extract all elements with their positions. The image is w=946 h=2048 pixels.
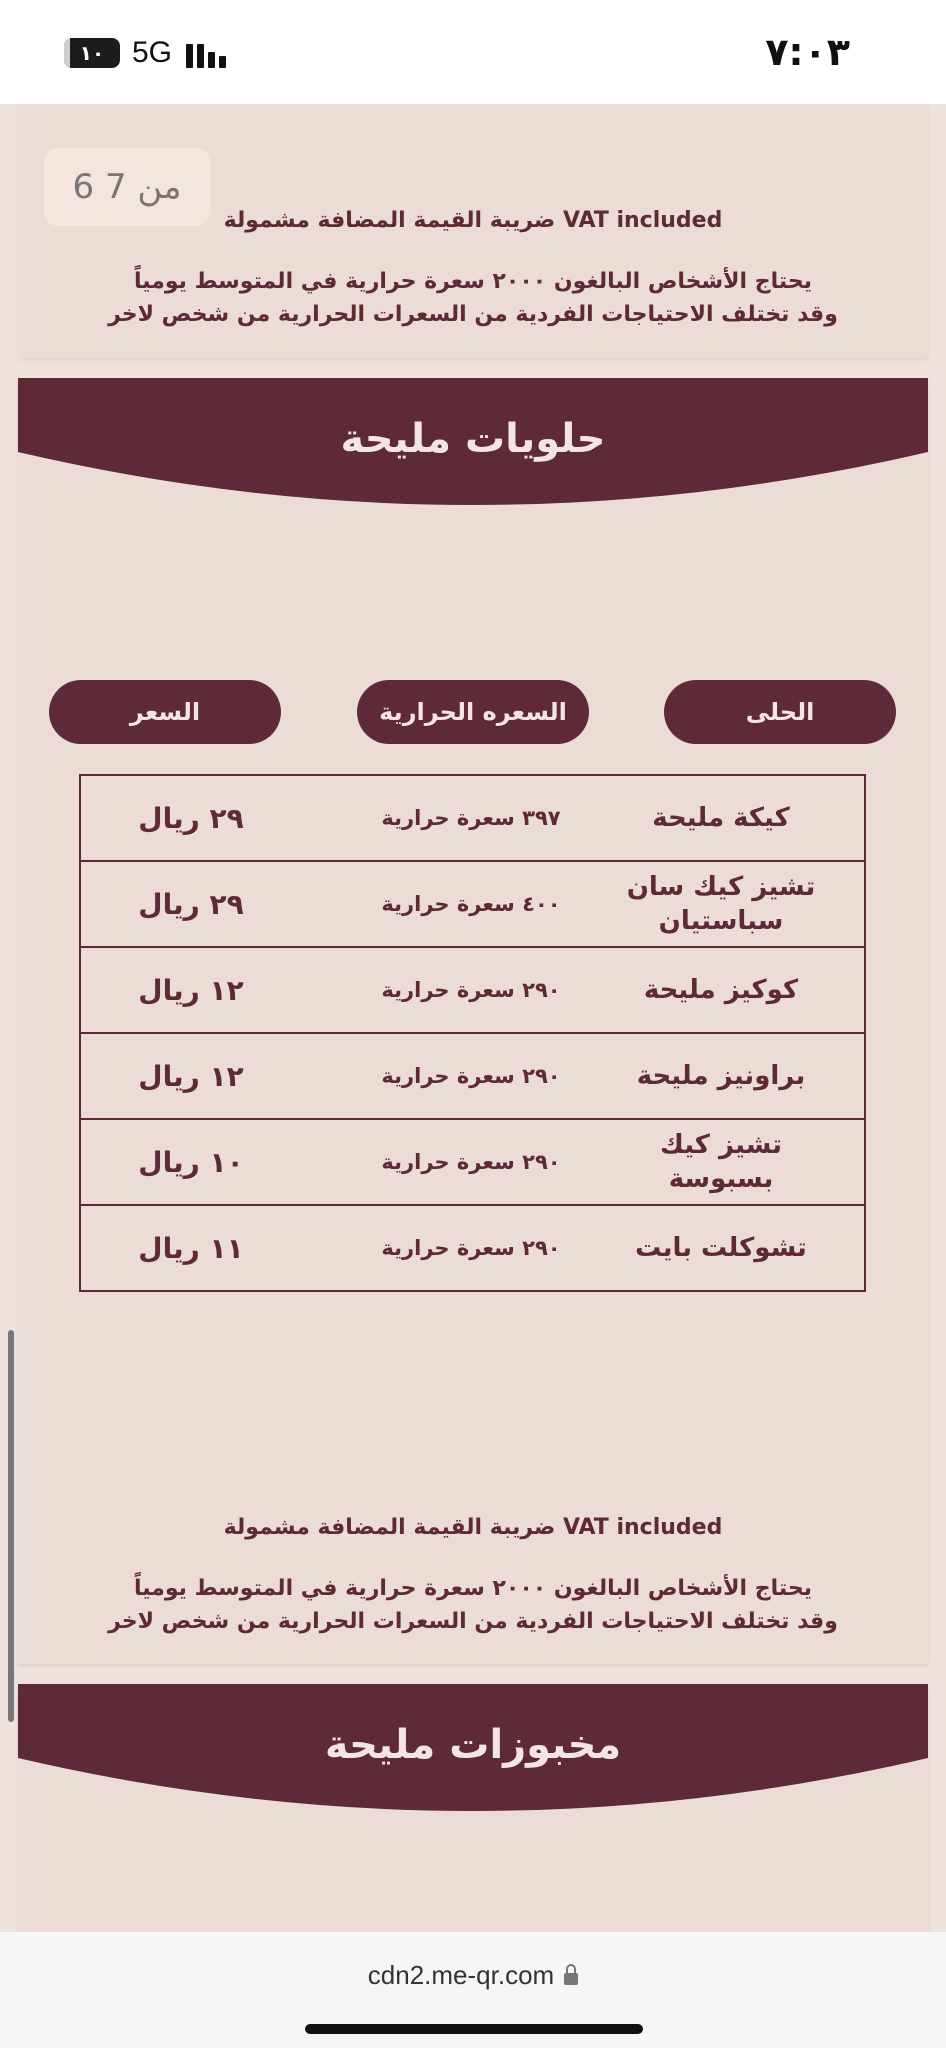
item-calories: ٢٩٠ سعرة حرارية (381, 1064, 561, 1088)
item-name: كوكيز مليحة (643, 975, 799, 1005)
item-name: تشيز كيك سان سباستيان (626, 872, 816, 936)
item-calories: ٤٠٠ سعرة حرارية (381, 892, 561, 916)
vat-note: ضريبة القيمة المضافة مشمولة VAT included (223, 208, 723, 233)
table-row (80, 1033, 865, 1119)
battery-icon (64, 38, 120, 68)
column-header-calories: السعره الحرارية (357, 680, 589, 744)
item-price: ١٢ ريال (138, 1059, 244, 1093)
status-bar (0, 0, 946, 104)
item-calories: ٣٩٧ سعرة حرارية (381, 806, 561, 830)
url-text[interactable]: cdn2.me-qr.com (367, 1960, 555, 1990)
table-row (80, 861, 865, 947)
lock-icon (564, 1973, 578, 1985)
item-price: ١١ ريال (138, 1231, 244, 1265)
network-type: 5G (132, 36, 173, 69)
table-row (80, 1205, 865, 1291)
item-name: كيكة مليحة (652, 803, 790, 833)
calorie-note-line1: يحتاج الأشخاص البالغون ٢٠٠٠ سعرة حرارية في المتوسط يومياً (134, 1576, 812, 1601)
column-header-price: السعر (49, 680, 281, 744)
item-calories: ٢٩٠ سعرة حرارية (381, 1236, 561, 1260)
item-price: ٢٩ ريال (138, 887, 244, 921)
browser-address-bar[interactable] (0, 1932, 946, 2048)
item-price: ١٠ ريال (138, 1145, 244, 1179)
section-title: مخبوزات مليحة (324, 1722, 622, 1768)
url-display[interactable] (0, 1960, 946, 1991)
section-title: حلويات مليحة (340, 416, 606, 462)
column-header-item: الحلى (664, 680, 896, 744)
item-name: تشيز كيك بسبوسة (659, 1130, 782, 1194)
section-banner (18, 1684, 928, 1824)
item-name: تشوكلت بايت (635, 1233, 807, 1263)
menu-table (79, 774, 866, 1292)
calorie-note-line1: يحتاج الأشخاص البالغون ٢٠٠٠ سعرة حرارية في المتوسط يومياً (134, 269, 812, 294)
item-name: براونيز مليحة (636, 1061, 806, 1091)
item-price: ٢٩ ريال (138, 801, 244, 835)
item-calories: ٢٩٠ سعرة حرارية (381, 1150, 561, 1174)
bakery-section (18, 1684, 928, 1932)
calorie-note-line2: وقد تختلف الاحتياجات الفردية من السعرات الحرارية من شخص لاخر (108, 302, 838, 327)
vat-note: ضريبة القيمة المضافة مشمولة VAT included (223, 1515, 723, 1540)
item-price: ١٢ ريال (138, 973, 244, 1007)
cellular-signal-icon (186, 38, 230, 68)
calorie-note-line2: وقد تختلف الاحتياجات الفردية من السعرات الحرارية من شخص لاخر (108, 1609, 838, 1634)
table-row (80, 1119, 865, 1205)
page-indicator: 6 من 7 (44, 148, 210, 226)
home-indicator[interactable] (305, 2024, 643, 2034)
item-calories: ٢٩٠ سعرة حرارية (381, 978, 561, 1002)
battery-percent: ١٠ (79, 41, 105, 65)
section-banner (18, 378, 928, 518)
table-row (80, 775, 865, 861)
scrollbar[interactable] (8, 1330, 14, 1722)
table-row (80, 947, 865, 1033)
clock-time: ٧:٠٣ (765, 30, 850, 74)
